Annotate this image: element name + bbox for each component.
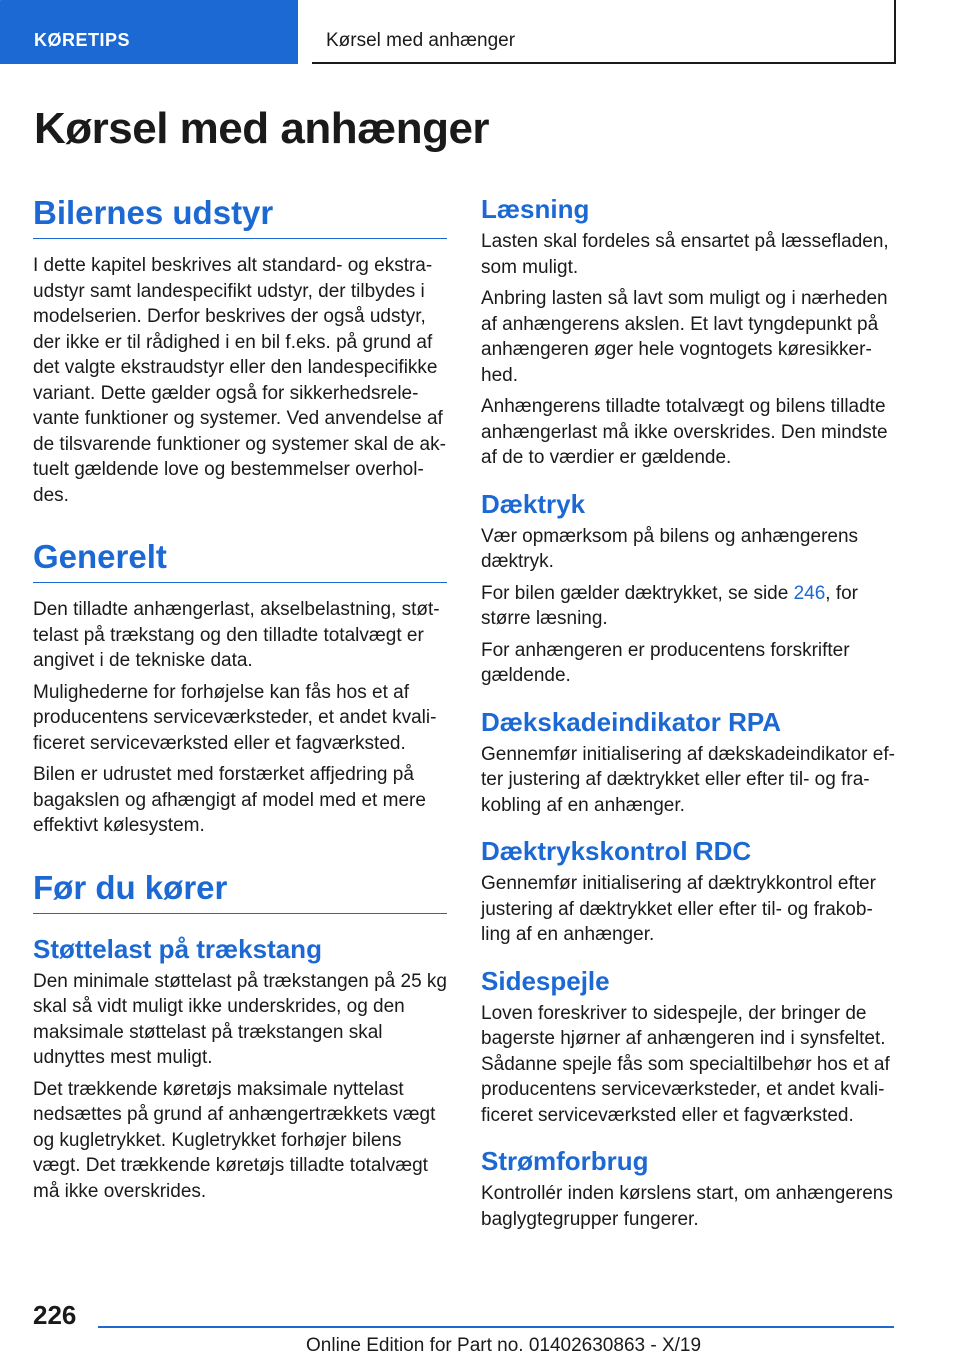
footer-divider <box>98 1326 894 1328</box>
header-section-label: KØRETIPS <box>0 0 298 64</box>
section-generelt <box>33 538 447 839</box>
section-foer-du-koerer <box>33 869 447 1205</box>
section-heading: Generelt <box>33 538 447 583</box>
subsection-heading: Dækskadeindikator RPA <box>481 706 782 737</box>
section-heading: Bilernes udstyr <box>33 194 447 239</box>
paragraph <box>481 581 895 632</box>
page-number: 226 <box>33 1300 77 1330</box>
subsection-heading: Dæktrykskontrol RDC <box>481 836 752 866</box>
paragraph-text: , for større læsning. <box>481 582 859 629</box>
right-column <box>481 194 895 1250</box>
paragraph: Loven foreskriver to sidespejle, der bringer de bagerste hjørner af anhængeren ind i synsfeltet. Sådanne spejle fås som specialtilbehør hos et af producentens serviceværksteder, et andet kvalificeret serviceværksted eller et fagværksted. <box>481 1002 890 1126</box>
paragraph: Lasten skal fordeles så ensartet på læssefladen, som muligt. <box>481 231 889 278</box>
paragraph-text: For bilen gælder dæktrykket, se side <box>481 582 794 604</box>
header-topic-label: Kørsel med anhænger <box>312 0 896 64</box>
paragraph: Gennemfør initialisering af dækskadeindikator efter justering af dæktrykket eller efter til- og frakobling af en anhænger. <box>481 743 895 816</box>
paragraph: Bilen er udrustet med forstærket affjedring på bagakslen og afhængigt af model med et mere effektivt kølesystem. <box>33 764 426 836</box>
section-stroemforbrug <box>481 1146 895 1232</box>
footer-watermark <box>0 0 1 1</box>
page-title: Kørsel med anhænger <box>34 104 490 153</box>
section-daektryk <box>481 489 895 689</box>
section-rdc <box>481 836 895 948</box>
paragraph: Den tilladte anhængerlast, akselbelastning, støttelast på trækstang og den tilladte totalvægt er angivet i de tekniske data. <box>33 599 440 671</box>
subsection-heading: Læsning <box>481 194 590 224</box>
section-rpa <box>481 707 895 819</box>
paragraph: I dette kapitel beskrives alt standard- og ekstraudstyr samt landespecifikt udstyr, der tilbydes i modelserien. Derfor beskrives der også udstyr, der ikke er til rådighed i en bil f.eks. på grund af det valgte ekstraudstyr eller den landespecifikke variant. Dette gælder også for sikkerhedsrelevante funktioner og systemer. Ved anvendelse af de tilsvarende funktioner og systemer skal de aktuelt gældende love og bestemmelser overholdes. <box>33 255 446 506</box>
subsection-heading: Strømforbrug <box>481 1146 649 1176</box>
section-bilernes-udstyr <box>33 194 447 508</box>
subsection-heading: Dæktryk <box>481 488 586 519</box>
left-column <box>33 194 447 1222</box>
footer-edition <box>306 1335 701 1357</box>
footer-edition-text: Online Edition for Part no. 01402630863 - X/19 <box>306 1335 702 1356</box>
paragraph: Anhængerens tilladte totalvægt og bilens tilladte anhængerlast må ikke overskrides. Den mindste af de to værdier er gældende. <box>481 396 888 468</box>
section-sidespejle <box>481 966 895 1129</box>
subsection-heading: Sidespejle <box>481 965 610 996</box>
subsection-heading: Støttelast på trækstang <box>33 933 322 964</box>
paragraph: Den minimale støttelast på trækstangen på 25 kg skal så vidt muligt ikke underskrides, og den maksimale støttelast på trækstangen skal udnyttes mest muligt. <box>33 970 447 1068</box>
paragraph: Det trækkende køretøjs maksimale nyttelast nedsættes på grund af anhængertrækkets vægt og kugletrykket. Kugletrykket forhøjer bilens vægt. Det trækkende køretøjs tilladte totalvægt må ikke overskrides. <box>33 1078 436 1202</box>
section-laesning <box>481 194 895 471</box>
paragraph: Kontrollér inden kørslens start, om anhængerens baglygtegrupper fungerer. <box>481 1183 893 1230</box>
paragraph: Mulighederne for forhøjelse kan fås hos et af producentens serviceværksteder, et andet kvalificeret serviceværksted eller et fagværksted. <box>33 681 437 754</box>
paragraph: For anhængeren er producentens forskrifter gældende. <box>481 639 850 686</box>
section-heading: Før du kører <box>33 869 447 914</box>
page-reference-link[interactable]: 246 <box>793 582 826 604</box>
paragraph: Anbring lasten så lavt som muligt og i nærheden af anhængerens akslen. Et lavt tyngdepunkt på anhængeren øger hele vogntogets køresikkerhed. <box>481 288 888 386</box>
paragraph: Vær opmærksom på bilens og anhængerens dæktryk. <box>481 525 859 572</box>
paragraph: Gennemfør initialisering af dæktrykkontrol efter justering af dæktrykket eller efter til- og frakobling af en anhænger. <box>481 873 876 945</box>
